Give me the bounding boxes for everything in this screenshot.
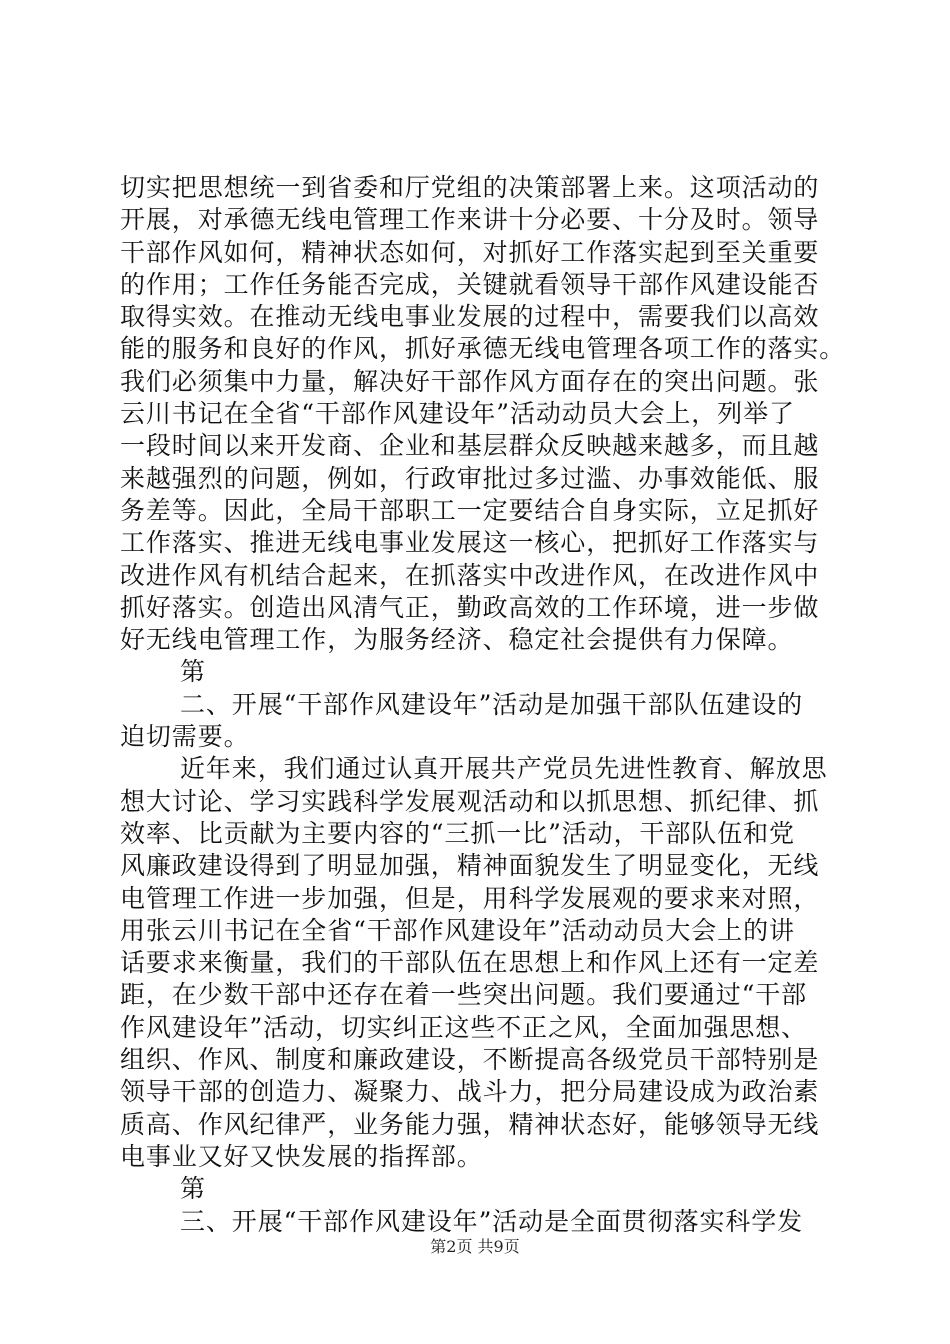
text-line: 来越强烈的问题，例如，行政审批过多过滥、办事效能低、服 <box>120 463 820 493</box>
text-line: 的作用；工作任务能否完成，关键就看领导干部作风建设能否 <box>120 269 820 299</box>
text-line: 取得实效。在推动无线电事业发展的过程中，需要我们以高效 <box>120 302 820 332</box>
text-line: 好无线电管理工作，为服务经济、稳定社会提供有力保障。 <box>120 625 794 655</box>
text-line: 二、开展“干部作风建设年”活动是加强干部队伍建设的 <box>180 689 804 719</box>
text-line: 话要求来衡量，我们的干部队伍在思想上和作风上还有一定差 <box>120 948 820 978</box>
document-body <box>120 172 846 1238</box>
text-line: 风廉政建设得到了明显加强，精神面貌发生了明显变化，无线 <box>120 851 820 881</box>
text-line: 用张云川书记在全省“干部作风建设年”活动动员大会上的讲 <box>120 915 795 945</box>
text-line: 一段时间以来开发商、企业和基层群众反映越来越多，而且越 <box>120 431 820 461</box>
text-line: 我们必须集中力量，解决好干部作风方面存在的突出问题。张 <box>120 366 820 396</box>
text-line: 效率、比贡献为主要内容的“三抓一比”活动，干部队伍和党 <box>120 818 795 848</box>
text-line: 电管理工作进一步加强，但是，用科学发展观的要求来对照， <box>120 883 820 913</box>
text-line: 工作落实、推进无线电事业发展这一核心，把抓好工作落实与 <box>120 528 820 558</box>
text-line: 近年来，我们通过认真开展共产党员先进性教育、解放思 <box>180 754 828 784</box>
text-line: 抓好落实。创造出风清气正，勤政高效的工作环境，进一步做 <box>120 592 820 622</box>
text-line: 领导干部的创造力、凝聚力、战斗力，把分局建设成为政治素 <box>120 1077 820 1107</box>
text-line: 迫切需要。 <box>120 722 250 752</box>
text-line: 干部作风如何，精神状态如何，对抓好工作落实起到至关重要 <box>120 237 820 267</box>
text-line: 切实把思想统一到省委和厅党组的决策部署上来。这项活动的 <box>120 173 820 202</box>
text-line: 电事业又好又快发展的指挥部。 <box>120 1141 483 1171</box>
text-line: 距，在少数干部中还存在着一些突出问题。我们要通过“干部 <box>120 980 808 1010</box>
page-footer: 第2页 共9页 <box>430 1237 520 1256</box>
text-line: 开展，对承德无线电管理工作来讲十分必要、十分及时。领导 <box>120 205 820 235</box>
text-line: 作风建设年”活动，切实纠正这些不正之风，全面加强思想、 <box>120 1012 808 1042</box>
text-line: 第 <box>180 1174 206 1204</box>
text-line: 云川书记在全省“干部作风建设年”活动动员大会上，列举了 <box>120 399 795 429</box>
text-line: 改进作风有机结合起来，在抓落实中改进作风，在改进作风中 <box>120 560 820 590</box>
text-line: 第 <box>180 657 206 687</box>
text-line: 能的服务和良好的作风，抓好承德无线电管理各项工作的落实。 <box>120 334 846 364</box>
text-line: 质高、作风纪律严，业务能力强，精神状态好，能够领导无线 <box>120 1109 820 1139</box>
text-line: 务差等。因此，全局干部职工一定要结合自身实际，立足抓好 <box>120 495 820 525</box>
text-line: 想大讨论、学习实践科学发展观活动和以抓思想、抓纪律、抓 <box>120 786 820 816</box>
text-line: 三、开展“干部作风建设年”活动是全面贯彻落实科学发 <box>180 1206 804 1236</box>
text-line: 组织、作风、制度和廉政建设，不断提高各级党员干部特别是 <box>120 1045 820 1075</box>
